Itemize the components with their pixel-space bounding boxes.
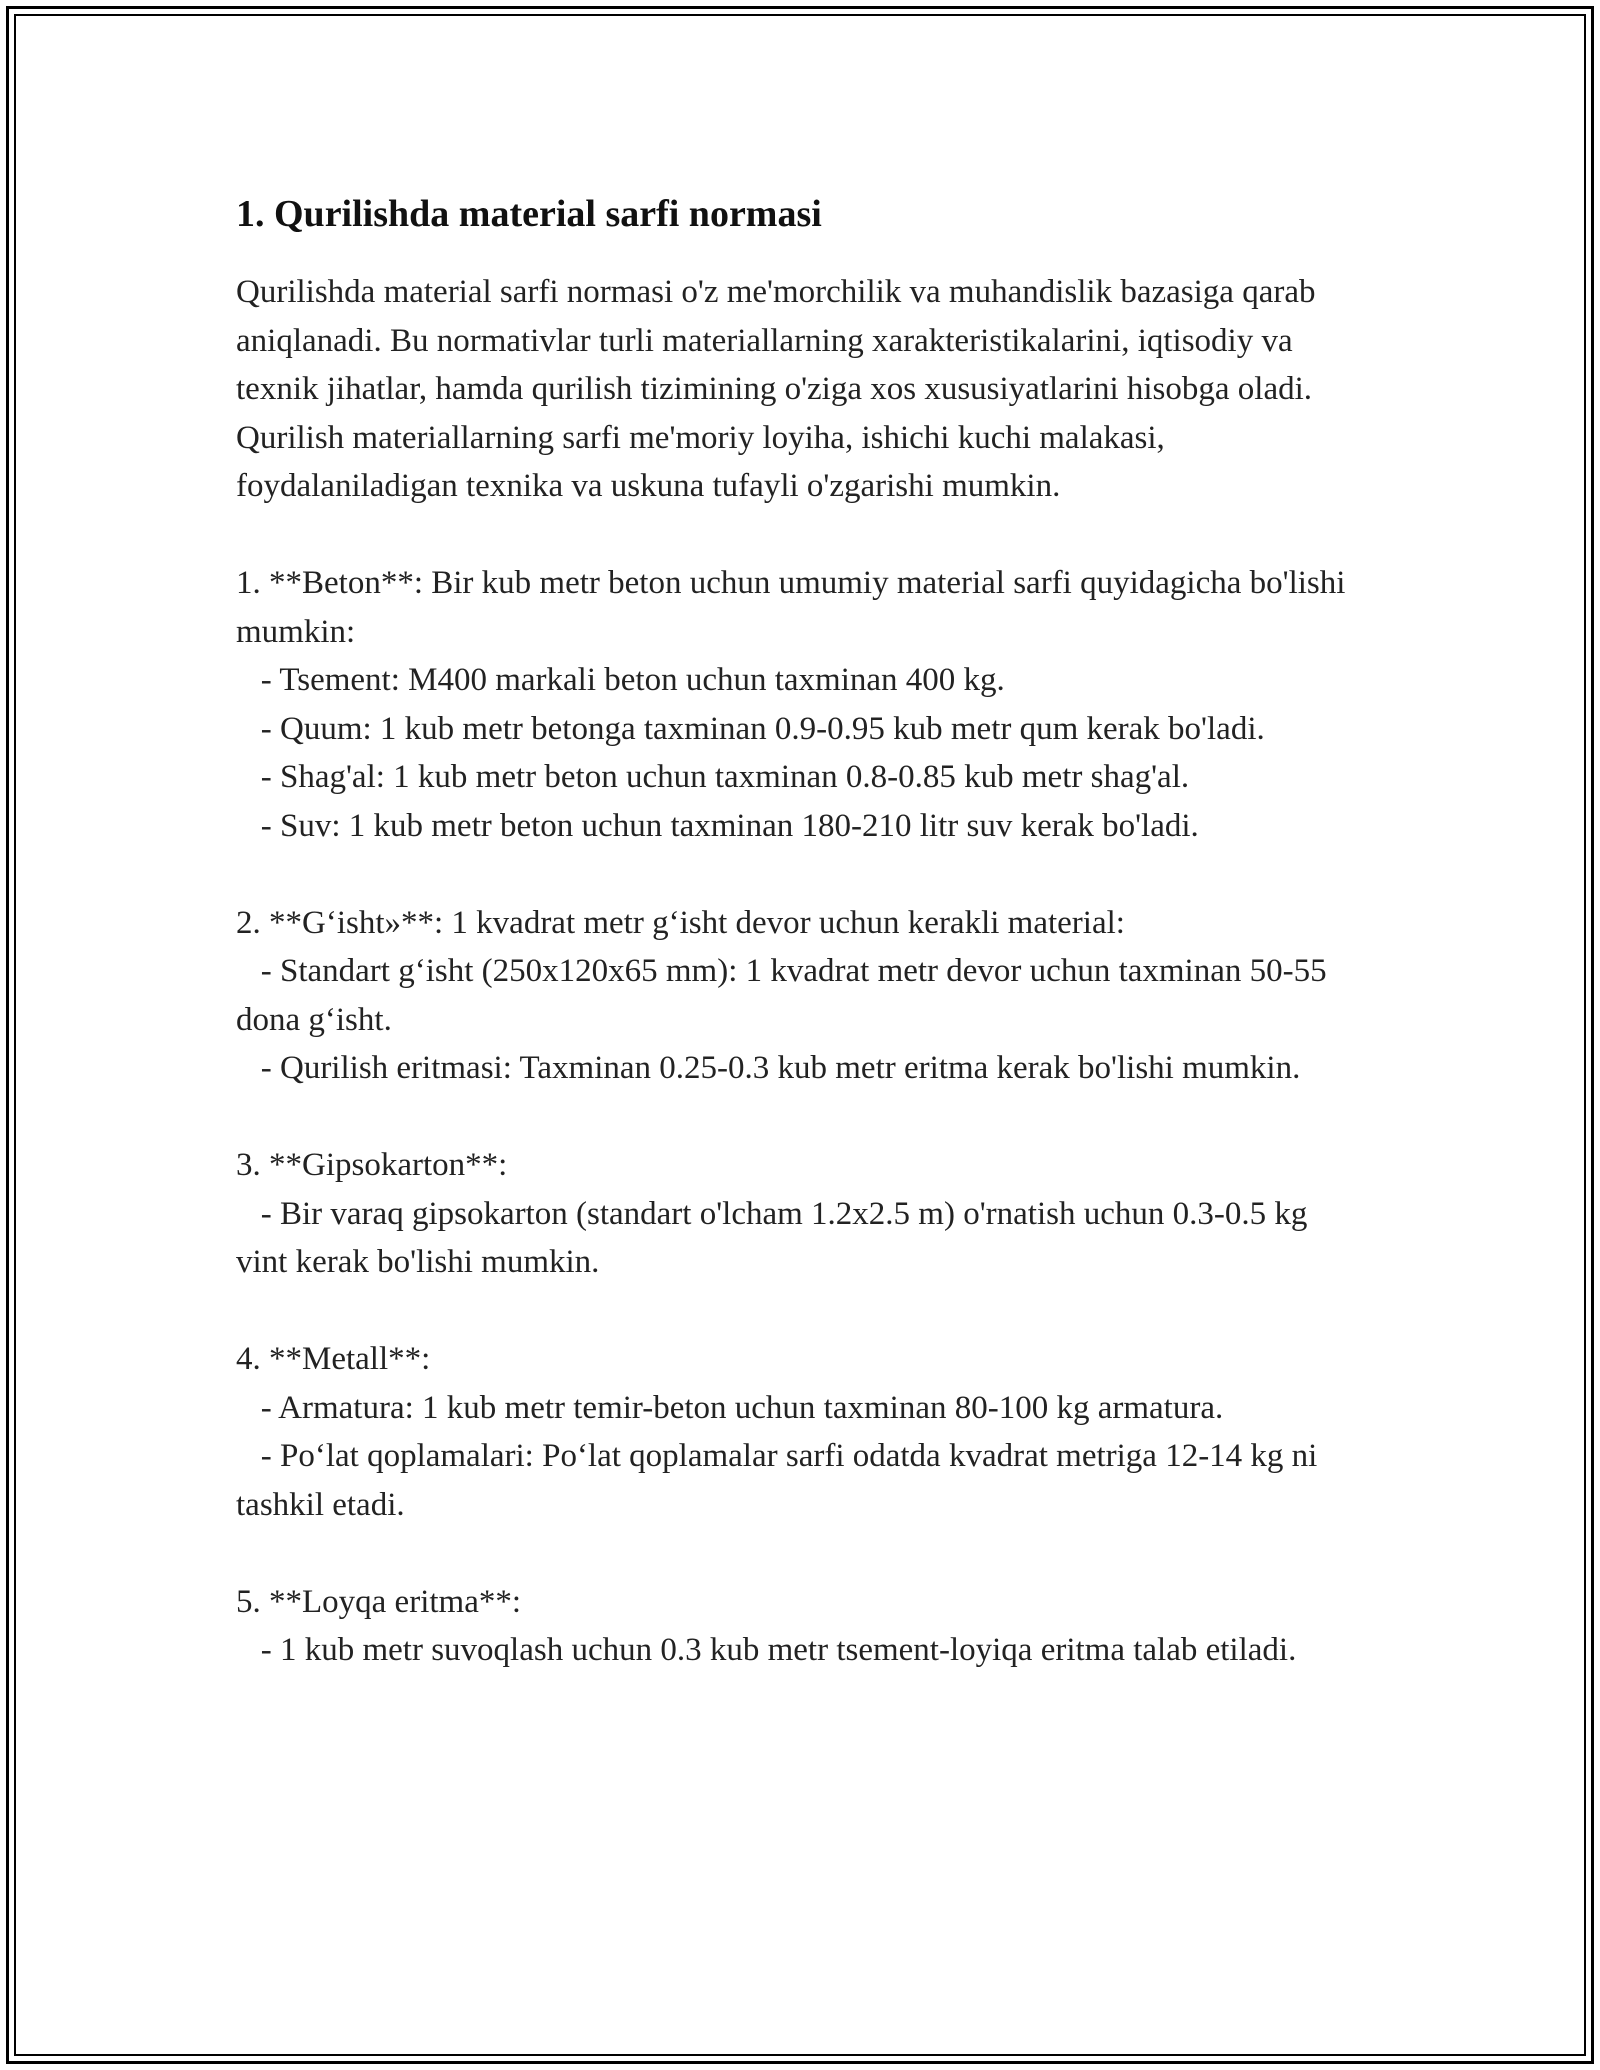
section-beton-title: 1. **Beton**: Bir kub metr beton uchun umumiy material sarfi quyidagicha bo'lishi mumkin:: [236, 565, 1354, 650]
list-item: - Armatura: 1 kub metr temir-beton uchun taxminan 80-100 kg armatura.: [236, 1389, 1224, 1426]
list-item: - Quum: 1 kub metr betonga taxminan 0.9-0.95 kub metr qum kerak bo'ladi.: [236, 710, 1265, 747]
section-loyqa-title: 5. **Loyqa eritma**:: [236, 1583, 522, 1620]
list-item: - Qurilish eritmasi: Taxminan 0.25-0.3 kub metr eritma kerak bo'lishi mumkin.: [236, 1050, 1301, 1086]
document-body: [236, 268, 1366, 1675]
list-item: - Standart g‘isht (250x120x65 mm): 1 kvadrat metr devor uchun taxminan 50-55 dona g‘isht.: [236, 953, 1335, 1038]
list-item: - Tsement: M400 markali beton uchun taxminan 400 kg.: [236, 662, 1005, 698]
intro-paragraph: Qurilishda material sarfi normasi o'z me'morchilik va muhandislik bazasiga qarab aniqlanadi. Bu normativlar turli materiallarning xarakteristikalarini, iqtisodiy va texnik jihatlar, hamda qurilish tizimining o'ziga xos xususiyatlarini hisobga oladi. Qurilish materiallarning sarfi me'moriy loyiha, ishichi kuchi malakasi, foydalaniladigan texnika va uskuna tufayli o'zgarishi mumkin.: [236, 274, 1324, 504]
section-gisht-title: 2. **G‘isht»**: 1 kvadrat metr g‘isht devor uchun kerakli material:: [236, 904, 1125, 941]
list-item: - Shag'al: 1 kub metr beton uchun taxminan 0.8-0.85 kub metr shag'al.: [236, 759, 1190, 795]
list-item: - Po‘lat qoplamalari: Po‘lat qoplamalar sarfi odatda kvadrat metriga 12-14 kg ni tashkil etadi.: [236, 1438, 1326, 1523]
section-metall-title: 4. **Metall**:: [236, 1341, 431, 1377]
section-gipsokarton-title: 3. **Gipsokarton**:: [236, 1147, 508, 1183]
document-heading: 1. Qurilishda material sarfi normasi: [236, 193, 822, 235]
list-item: - 1 kub metr suvoqlash uchun 0.3 kub metr tsement-loyiqa eritma talab etiladi.: [236, 1632, 1297, 1668]
document-content: [236, 186, 1366, 1675]
list-item: - Bir varaq gipsokarton (standart o'lcham 1.2x2.5 m) o'rnatish uchun 0.3-0.5 kg vint kerak bo'lishi mumkin.: [236, 1195, 1316, 1280]
list-item: - Suv: 1 kub metr beton uchun taxminan 180-210 litr suv kerak bo'ladi.: [236, 807, 1199, 844]
